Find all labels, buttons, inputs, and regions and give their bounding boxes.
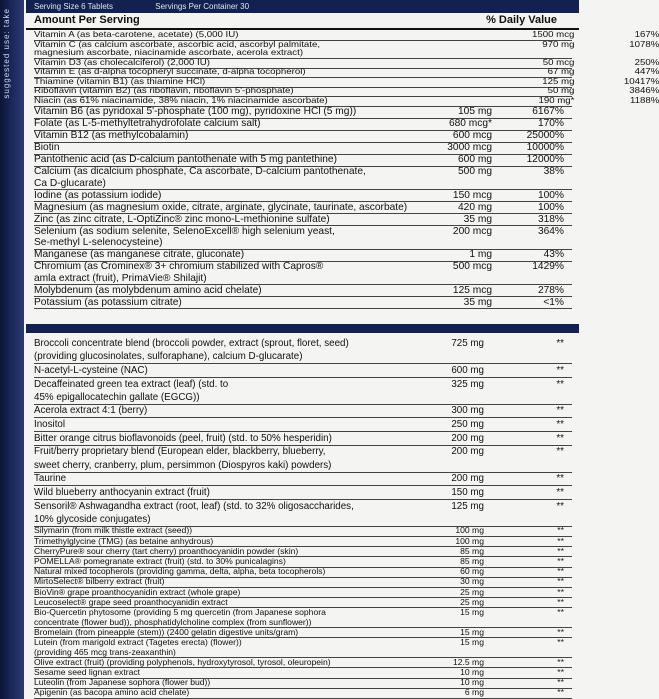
ingredient-name: Magnesium (as magnesium oxide, citrate, arginate, glycinate, taurinate, ascorbate) bbox=[34, 201, 408, 213]
daily-value-percent: ** bbox=[557, 566, 564, 577]
ingredient-row-continuation bbox=[34, 618, 564, 628]
ingredient-row bbox=[34, 688, 564, 698]
ingredient-name: Bitter orange citrus bioflavonoids (peel, fruit) (std. to 50% hesperidin) bbox=[34, 432, 332, 444]
ingredient-name: Molybdenum (as molybdenum amino acid chelate) bbox=[34, 284, 262, 296]
ingredient-row bbox=[34, 557, 564, 567]
ingredient-row bbox=[34, 678, 564, 688]
ingredient-row bbox=[34, 378, 564, 391]
ingredient-row bbox=[34, 547, 564, 557]
daily-value-percent: 38% bbox=[543, 166, 564, 178]
ingredient-row bbox=[34, 628, 564, 638]
daily-value-percent: ** bbox=[557, 576, 564, 587]
ingredient-row bbox=[34, 432, 564, 445]
ingredient-row-continuation bbox=[34, 513, 564, 526]
ingredient-amount: 420 mg bbox=[458, 201, 492, 213]
ingredient-row bbox=[34, 486, 564, 499]
ingredient-row bbox=[34, 285, 564, 296]
ingredient-amount: 150 mcg bbox=[452, 189, 492, 201]
ingredient-name: Biotin bbox=[34, 142, 60, 154]
ingredient-name: Bio-Quercetin phytosome (providing 5 mg quercetin (from Japanese sophora bbox=[34, 607, 326, 617]
ingredient-amount: 15 mg bbox=[460, 637, 484, 647]
daily-value-percent: ** bbox=[557, 667, 564, 677]
ingredient-amount: 50 mg bbox=[547, 86, 575, 96]
ingredient-amount: 600 mcg bbox=[452, 130, 492, 142]
daily-value-percent: ** bbox=[557, 535, 564, 546]
ingredient-amount: 300 mg bbox=[451, 405, 484, 417]
ingredient-name: Pantothenic acid (as D-calcium pantothenate with 5 mg pantethine) bbox=[34, 154, 337, 166]
ingredient-amount: 1500 mcg bbox=[531, 30, 575, 39]
daily-value-percent: 167% bbox=[634, 30, 659, 39]
ingredient-name: MirtoSelect® bilberry extract (fruit) bbox=[34, 576, 165, 587]
daily-value-percent: ** bbox=[557, 637, 564, 647]
ingredient-amount: 200 mg bbox=[451, 446, 484, 458]
ingredient-row bbox=[34, 588, 564, 598]
daily-value-percent: 447% bbox=[634, 67, 659, 77]
ingredient-amount: 725 mg bbox=[451, 338, 484, 349]
daily-value-percent: ** bbox=[557, 596, 564, 607]
ingredient-name: Natural mixed tocopherols (providing gamma, delta, alpha, beta tocopherols) bbox=[34, 566, 326, 577]
ingredient-row bbox=[34, 214, 564, 225]
ingredient-name: POMELLA® pomegranate extract (fruit) (std. to 30% punicalagins) bbox=[34, 556, 286, 566]
ingredient-name: Wild blueberry anthocyanin extract (fruit) bbox=[34, 486, 210, 498]
daily-value-heading: % Daily Value bbox=[486, 14, 557, 26]
ingredient-row bbox=[34, 418, 564, 431]
ingredient-name: amla extract (fruit), PrimaVie® Shilajit) bbox=[34, 272, 207, 284]
ingredient-name: Se-methyl L-selenocysteine) bbox=[34, 237, 163, 249]
ingredient-amount: 325 mg bbox=[451, 378, 484, 390]
ingredient-row bbox=[34, 202, 564, 213]
daily-value-percent: 1188% bbox=[630, 95, 659, 105]
daily-value-percent: 364% bbox=[537, 225, 564, 237]
ingredient-name: Silymarin (from milk thistle extract (seed)) bbox=[34, 525, 193, 536]
ingredient-amount: 10 mg bbox=[460, 667, 484, 677]
bottle-edge bbox=[0, 0, 24, 699]
daily-value-percent: 318% bbox=[537, 213, 564, 225]
ingredient-amount: 10 mg bbox=[460, 677, 484, 688]
ingredient-name: Vitamin E (as d-alpha tocopheryl succinate, d-alpha tocopherol) bbox=[34, 67, 306, 77]
row-separator bbox=[34, 308, 572, 309]
ingredient-amount: 200 mcg bbox=[452, 225, 492, 237]
ingredient-name: Riboflavin (vitamin B2) (as riboflavin, riboflavin 5'-phosphate) bbox=[34, 86, 294, 96]
ingredient-row bbox=[34, 404, 564, 417]
ingredient-amount: 970 mg bbox=[542, 39, 575, 49]
daily-value-percent: 100% bbox=[537, 201, 564, 213]
daily-value-percent: ** bbox=[556, 419, 564, 430]
ingredient-name: Inositol bbox=[34, 419, 66, 430]
ingredient-amount: 67 mg bbox=[547, 67, 575, 77]
table-header bbox=[26, 13, 579, 30]
ingredient-row bbox=[34, 118, 564, 129]
daily-value-percent: ** bbox=[556, 486, 564, 498]
ingredient-row bbox=[34, 97, 659, 106]
ingredient-row bbox=[34, 668, 564, 678]
ingredient-name: concentrate (flower bud)), phosphatidylcholine complex (from sunflower)) bbox=[34, 616, 312, 627]
daily-value-percent: ** bbox=[557, 656, 564, 667]
ingredient-row-continuation bbox=[34, 237, 564, 248]
ingredient-amount: 500 mcg bbox=[452, 261, 492, 273]
ingredient-name: Calcium (as dicalcium phosphate, Ca ascorbate, D-calcium pantothenate, bbox=[34, 166, 366, 178]
ingredient-row-continuation bbox=[34, 459, 564, 472]
daily-value-percent: 1429% bbox=[532, 261, 564, 273]
facts-panel bbox=[26, 0, 659, 699]
ingredient-row bbox=[34, 154, 564, 165]
ingredient-name: Iodine (as potassium iodide) bbox=[34, 189, 162, 201]
ingredient-name: Zinc (as zinc citrate, L-OptiZinc® zinc mono-L-methionine sulfate) bbox=[34, 213, 330, 225]
ingredient-name: 45% epigallocatechin gallate (EGCG)) bbox=[34, 391, 200, 403]
ingredient-name: Apigenin (as bacopa amino acid chelate) bbox=[34, 687, 190, 698]
ingredient-amount: 105 mg bbox=[458, 106, 492, 118]
daily-value-percent: 43% bbox=[543, 249, 564, 261]
daily-value-percent: 278% bbox=[537, 284, 564, 296]
ingredient-row-continuation bbox=[34, 648, 564, 658]
ingredient-name: Vitamin D3 (as cholecalciferol) (2,000 IU) bbox=[34, 57, 210, 67]
ingredient-amount: 600 mg bbox=[451, 364, 484, 376]
ingredient-name: Lutein (from marigold extract (Tagetes erecta) (flower)) bbox=[34, 637, 242, 647]
daily-value-percent: <1% bbox=[543, 296, 564, 308]
daily-value-percent: ** bbox=[557, 586, 564, 597]
ingredient-name: Decaffeinated green tea extract (leaf) (std. to bbox=[34, 378, 229, 390]
daily-value-percent: 3846% bbox=[629, 86, 659, 96]
ingredient-name: Thiamine (vitamin B1) (as thiamine HCl) bbox=[34, 76, 206, 86]
daily-value-percent: ** bbox=[556, 338, 564, 349]
ingredient-row bbox=[34, 445, 564, 458]
ingredient-row bbox=[34, 598, 564, 608]
ingredient-name: Broccoli concentrate blend (broccoli powder, extract (sprout, floret, seed) bbox=[34, 338, 349, 349]
daily-value-percent: ** bbox=[557, 687, 564, 698]
ingredient-row bbox=[34, 337, 564, 350]
daily-value-percent: 6167% bbox=[532, 106, 564, 118]
ingredient-name: sweet cherry, cranberry, plum, persimmon (Diospyros kaki) powders) bbox=[34, 459, 332, 471]
ingredient-row bbox=[34, 500, 564, 513]
daily-value-percent: ** bbox=[556, 446, 564, 458]
ingredient-amount: 190 mg* bbox=[538, 95, 575, 105]
ingredient-amount: 15 mg bbox=[460, 607, 484, 617]
ingredient-name: Chromium (as Crominex® 3+ chromium stabilized with Capros® bbox=[34, 261, 324, 273]
ingredient-row-continuation bbox=[34, 391, 564, 404]
ingredient-row-continuation bbox=[34, 178, 564, 189]
ingredient-row bbox=[34, 261, 564, 272]
ingredient-amount: 250 mg bbox=[451, 419, 484, 430]
ingredient-name: Vitamin A (as beta-carotene, acetate) (5,000 IU) bbox=[34, 30, 239, 39]
ingredient-amount: 35 mg bbox=[463, 213, 492, 225]
daily-value-percent: ** bbox=[556, 432, 564, 444]
daily-value-percent: ** bbox=[556, 405, 564, 417]
ingredient-row-continuation bbox=[34, 273, 564, 284]
daily-value-percent: ** bbox=[557, 545, 564, 556]
daily-value-percent: ** bbox=[557, 626, 564, 637]
ingredient-name: Fruit/berry proprietary blend (European elder, blackberry, blueberry, bbox=[34, 446, 326, 458]
ingredient-row bbox=[34, 190, 564, 201]
ingredient-amount: 125 mcg bbox=[452, 284, 492, 296]
daily-value-percent: 1078% bbox=[629, 39, 659, 49]
daily-value-percent: ** bbox=[556, 473, 564, 485]
ingredient-amount: 15 mg bbox=[460, 626, 484, 637]
ingredient-name: (providing glucosinolates, sulforaphane), calcium D-glucarate) bbox=[34, 351, 303, 363]
daily-value-percent: ** bbox=[556, 364, 564, 376]
daily-value-percent: ** bbox=[556, 378, 564, 390]
ingredient-name: CherryPure® sour cherry (tart cherry) proanthocyanidin powder (skin) bbox=[34, 545, 299, 556]
ingredient-name: Olive extract (fruit) (providing polyphenols, hydroxytyrosol, tyrosol, oleuropein) bbox=[34, 656, 331, 667]
ingredient-name: Taurine bbox=[34, 473, 67, 485]
ingredient-row bbox=[34, 364, 564, 377]
ingredient-name: (providing 465 mcg trans-zeaxanthin) bbox=[34, 646, 176, 657]
ingredient-amount: 25 mg bbox=[460, 586, 484, 597]
ingredient-amount: 125 mg bbox=[542, 76, 575, 86]
ingredient-row bbox=[34, 166, 564, 177]
ingredient-row bbox=[34, 567, 564, 577]
ingredient-row bbox=[34, 537, 564, 547]
ingredient-row bbox=[34, 106, 564, 117]
daily-value-percent: 100% bbox=[537, 189, 564, 201]
ingredient-row bbox=[34, 142, 564, 153]
amount-per-serving-heading: Amount Per Serving bbox=[34, 14, 140, 26]
ingredient-row bbox=[34, 226, 564, 237]
ingredient-amount: 100 mg bbox=[455, 535, 484, 546]
ingredient-name: Leucoselect® grape seed proanthocyanidin extract bbox=[34, 596, 228, 607]
ingredient-name: Manganese (as manganese citrate, gluconate) bbox=[34, 249, 245, 261]
daily-value-percent: 250% bbox=[634, 57, 659, 67]
ingredient-amount: 60 mg bbox=[460, 566, 484, 577]
ingredient-name: Folate (as L-5-methyltetrahydrofolate calcium salt) bbox=[34, 118, 261, 130]
ingredient-row-continuation bbox=[34, 350, 564, 363]
ingredient-amount: 500 mg bbox=[458, 166, 492, 178]
ingredient-name: Vitamin C (as calcium ascorbate, ascorbic acid, ascorbyl palmitate, bbox=[34, 39, 321, 49]
ingredient-name: Trimethylglycine (TMG) (as betaine anhydrous) bbox=[34, 535, 214, 546]
ingredient-row bbox=[34, 472, 564, 485]
daily-value-percent: 25000% bbox=[526, 130, 564, 142]
ingredient-name: Vitamin B6 (as pyridoxal 5'-phosphate (100 mg), pyridoxine HCl (5 mg)) bbox=[34, 106, 357, 118]
ingredient-name: Sensoril® Ashwagandha extract (root, leaf) (std. to 32% oligosaccharides, bbox=[34, 500, 354, 512]
serving-info-bar bbox=[26, 0, 579, 13]
ingredient-name: Potassium (as potassium citrate) bbox=[34, 296, 182, 308]
ingredient-name: Luteolin (from Japanese sophora (flower bud)) bbox=[34, 677, 211, 688]
ingredient-row bbox=[34, 526, 564, 536]
ingredient-amount: 680 mcg* bbox=[448, 118, 492, 130]
ingredient-name: Acerola extract 4:1 (berry) bbox=[34, 405, 148, 417]
daily-value-percent: 170% bbox=[537, 118, 564, 130]
ingredient-name: Sesame seed lignan extract bbox=[34, 667, 141, 677]
daily-value-percent: ** bbox=[557, 607, 564, 617]
ingredient-row bbox=[34, 297, 564, 308]
ingredient-name: 10% glycoside conjugates) bbox=[34, 513, 151, 525]
daily-value-percent: 12000% bbox=[526, 154, 564, 166]
ingredient-name: BioVin® grape proanthocyanidin extract (whole grape) bbox=[34, 586, 241, 597]
section-divider bbox=[26, 324, 579, 333]
edge-text: suggested use: take bbox=[2, 8, 11, 99]
ingredient-amount: 12.5 mg bbox=[452, 656, 484, 667]
ingredient-row bbox=[34, 658, 564, 668]
ingredient-name: Bromelain (from pineapple (stem)) (2400 gelatin digestive units/gram) bbox=[34, 626, 299, 637]
daily-value-percent: ** bbox=[557, 677, 564, 688]
ingredient-amount: 200 mg bbox=[451, 473, 484, 485]
daily-value-percent: ** bbox=[557, 556, 564, 566]
ingredient-name: N-acetyl-L-cysteine (NAC) bbox=[34, 364, 148, 376]
ingredient-amount: 200 mg bbox=[451, 432, 484, 444]
ingredient-amount: 30 mg bbox=[460, 576, 484, 587]
ingredient-name: magnesium ascorbate, niacinamide ascorbate, acerola extract) bbox=[34, 48, 304, 58]
ingredient-row bbox=[34, 130, 564, 141]
serving-size: Serving Size 6 Tablets bbox=[34, 2, 114, 11]
ingredient-name: Vitamin B12 (as methylcobalamin) bbox=[34, 130, 189, 142]
ingredient-amount: 600 mg bbox=[458, 154, 492, 166]
ingredient-row bbox=[34, 577, 564, 587]
ingredient-name: Ca D-glucarate) bbox=[34, 177, 106, 189]
ingredient-amount: 3000 mcg bbox=[447, 142, 492, 154]
daily-value-percent: ** bbox=[556, 500, 564, 512]
ingredient-name: Selenium (as sodium selenite, SelenoExcell® high selenium yeast, bbox=[34, 225, 335, 237]
ingredient-amount: 35 mg bbox=[463, 296, 492, 308]
ingredient-amount: 125 mg bbox=[451, 500, 484, 512]
daily-value-percent: 10417% bbox=[623, 76, 659, 86]
ingredient-amount: 6 mg bbox=[464, 687, 484, 698]
daily-value-percent: ** bbox=[557, 525, 564, 536]
ingredient-amount: 150 mg bbox=[451, 486, 484, 498]
ingredient-amount: 85 mg bbox=[460, 545, 484, 556]
ingredient-amount: 85 mg bbox=[460, 556, 484, 566]
ingredient-amount: 100 mg bbox=[455, 525, 484, 536]
servings-per-container: Servings Per Container 30 bbox=[155, 2, 250, 11]
daily-value-percent: 10000% bbox=[526, 142, 564, 154]
ingredient-amount: 50 mcg bbox=[542, 57, 575, 67]
ingredient-amount: 1 mg bbox=[469, 249, 492, 261]
ingredient-amount: 25 mg bbox=[460, 596, 484, 607]
ingredient-name: Niacin (as 61% niacinamide, 38% niacin, 1% niacinamide ascorbate) bbox=[34, 95, 328, 105]
ingredient-row bbox=[34, 249, 564, 260]
